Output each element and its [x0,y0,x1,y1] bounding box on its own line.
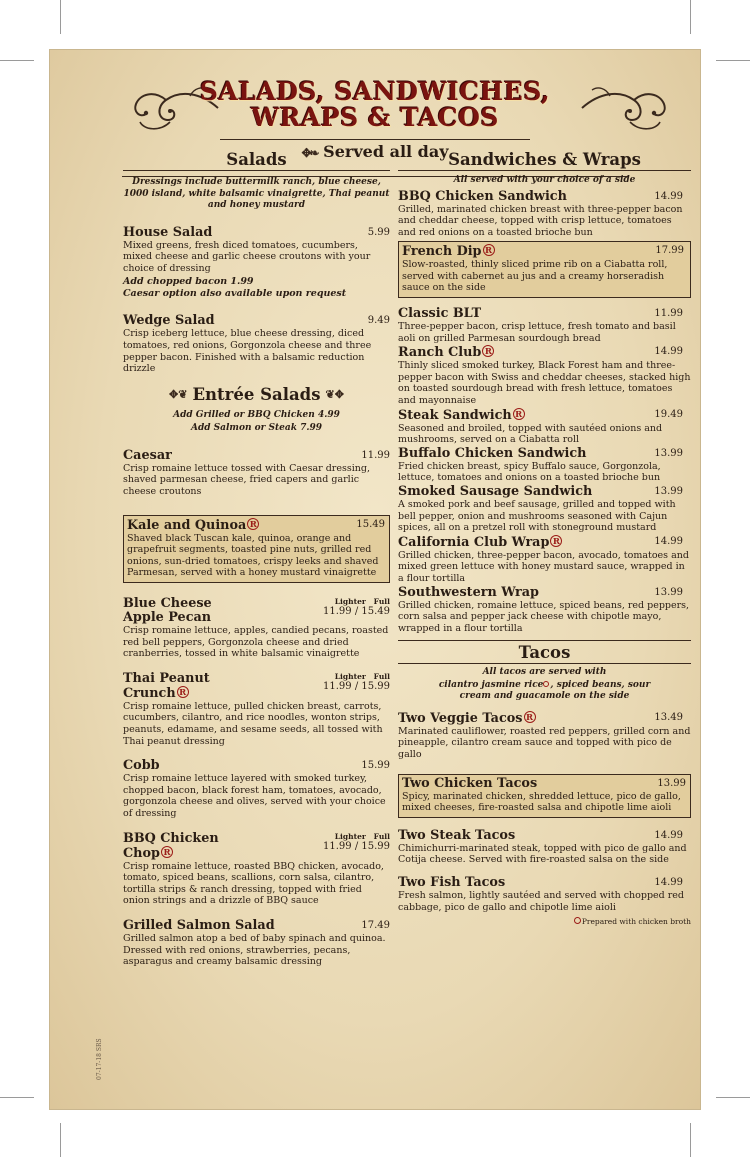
ornament-icon: ❦✥ [325,387,344,401]
item-addon: Add chopped bacon 1.99 [123,276,254,288]
lighter-full-header: Lighter Full [334,597,390,606]
entree-addon-1: Add Grilled or BBQ Chicken 4.99 [173,409,340,420]
item-price: 17.99 [655,245,684,257]
item-description: Grilled chicken, romaine lettuce, spiced beans, red peppers, corn salsa and pepper jack cheese with chipotle mayo, wrapped in a flour tortilla [398,599,690,634]
item-name: House Salad [123,224,213,240]
item-description: Grilled, marinated chicken breast with three-pepper bacon and cheddar cheese, topped with crisp lettuce, tomatoes and red onions on a toasted brioche bun [398,203,683,238]
item-description: A smoked pork and beef sausage, grilled and topped with bell pepper, onion and mushrooms seasoned with Cajun spices, all on a pretzel roll with stoneground mustard [398,499,676,534]
item-description: Grilled salmon atop a bed of baby spinach and quinoa. Dressed with red onions, strawberries, pecans, asparagus and creamy balsamic dressing [123,932,386,968]
item-price: 13.99 [654,486,683,497]
lighter-full-prices [323,672,390,693]
menu-item-thai-peanut-crunch [123,672,390,747]
lighter-full-prices [323,597,390,618]
crop-mark [690,0,691,34]
item-price: 14.99 [654,877,683,888]
recommended-badge-icon: R [550,535,562,547]
item-name: Kale and Quinoa R [127,518,386,533]
menu-item-two-veggie-tacos [398,711,691,761]
item-name: Two Steak Tacos [398,827,516,843]
item-addon: Caesar option also available upon request [123,287,347,299]
chicken-broth-icon [543,681,549,687]
recommended-badge-icon: R [177,686,189,698]
entree-salads-heading: ✥❦ Entrée Salads ❦✥ [169,384,344,404]
item-name: Wedge Salad [123,313,215,329]
item-description: Fried chicken breast, spicy Buffalo sauce, Gorgonzola, lettuce, tomatoes and onions on a toasted brioche bun [398,460,661,484]
menu-page [50,50,700,1109]
item-price: 11.99 / 15.99 [323,840,390,852]
item-name: Steak Sandwich R [398,408,691,423]
item-description: Crisp romaine lettuce tossed with Caesar dressing, shaved parmesan cheese, fried capers and garlic cheese croutons [123,462,370,498]
crop-mark [0,60,34,61]
menu-item-smoked-sausage-sandwich [398,485,691,534]
item-name: Blue Cheese [123,596,212,611]
item-price: 19.49 [654,408,683,420]
menu-item-two-chicken-tacos [398,774,691,818]
item-description: Three-pepper bacon, crisp lettuce, fresh tomato and basil aoli on grilled Parmesan sourdough bread [398,321,676,344]
item-name: Grilled Salmon Salad [123,917,275,933]
item-description: Fresh salmon, lightly sautéed and served with chopped red cabbage, pico de gallo and chipotle lime aioli [398,890,684,913]
item-description: Shaved black Tuscan kale, quinoa, orange and grapefruit segments, toasted pine nuts, grilled red onions, sun-dried tomatoes, crispy leeks and shaved Parmesan, served with a honey mustard vinaigrette [127,532,379,579]
item-name: Thai Peanut [123,670,210,686]
salads-heading: Salads [226,150,287,169]
item-price: 11.99 [361,449,390,461]
item-name: Two Veggie Tacos R [398,711,691,726]
item-description: Crisp romaine lettuce, pulled chicken breast, carrots, cucumbers, cilantro, and rice noodles, wonton strips, peanuts, edamame, and sesame seeds, all tossed with Thai peanut dressing [123,700,383,747]
ornament-icon: ✥❦ [169,387,188,401]
item-price: 15.49 [356,518,385,530]
item-description: Crisp romaine lettuce, roasted BBQ chicken, avocado, tomato, spiced beans, scallions, corn salsa, cilantro, tortilla strips & ranch dressing, topped with fried onion strings and a drizzle of BBQ sauce [123,860,384,907]
section-rule [398,663,691,664]
item-description: Grilled chicken, three-pepper bacon, avocado, tomatoes and mixed green lettuce with honey mustard sauce, wrapped in a flour tortilla [398,549,689,584]
item-description: Crisp romaine lettuce layered with smoked turkey, chopped bacon, black forest ham, tomatoes, avocado, gorgonzola cheese and olives, served with your choice of dressing [123,773,386,819]
ornament-icon: ✥❧ [301,146,318,160]
recommended-badge-icon: R [513,408,525,420]
item-name: French Dip R [402,244,687,259]
item-name: Ranch Club R [398,345,691,360]
menu-item-house-salad [123,226,390,300]
served-all-day: ✥❧ Served all day [301,142,449,161]
item-name: Chop R [123,846,390,861]
item-name: California Club Wrap R [398,535,691,550]
menu-title-line1: SALADS, SANDWICHES, [199,77,551,106]
menu-item-southwestern-wrap [398,586,691,635]
menu-item-ranch-club [398,345,691,406]
sandwiches-note: All served with your choice of a side [453,175,636,185]
item-name: Smoked Sausage Sandwich [398,484,593,499]
header-rule [220,139,530,140]
crop-mark [716,60,750,61]
item-name: Two Fish Tacos [398,875,506,890]
item-price: 15.99 [361,760,390,772]
item-description: Slow-roasted, thinly sliced prime rib on a Ciabatta roll, served with cabernet au jus and a creamy horseradish sauce on the side [402,259,668,294]
sandwiches-wraps-heading: Sandwiches & Wraps [448,150,641,169]
recommended-badge-icon: R [483,244,495,256]
item-name: BBQ Chicken [123,830,219,846]
menu-item-kale-quinoa [123,515,390,583]
item-name: Apple Pecan [123,610,212,625]
item-description: Mixed greens, fresh diced tomatoes, cucumbers, mixed cheese and garlic cheese croutons with your choice of dressing [123,239,371,274]
menu-item-blue-cheese-apple-pecan [123,597,390,660]
menu-item-steak-sandwich [398,408,691,446]
item-name: Crunch R [123,686,390,701]
item-description: Spicy, marinated chicken, shredded lettuce, pico de gallo, mixed cheeses, fire-roasted salsa and chipotle lime aioli [402,790,681,814]
crop-mark [690,1123,691,1157]
entree-addon-2: Add Salmon or Steak 7.99 [190,423,323,434]
menu-item-cobb [123,759,390,819]
lighter-full-header: Lighter Full [334,831,390,841]
lighter-full-header: Lighter Full [334,671,390,681]
crop-mark [60,0,61,34]
menu-item-bbq-chicken-chop [123,832,390,907]
dressing-note: Dressings include buttermilk ranch, blue cheese, 1000 island, white balsamic vinaigrette, Thai peanut and honey mustard [123,177,390,210]
menu-item-buffalo-chicken-sandwich [398,447,691,484]
tacos-note: All tacos are served with cilantro jasmine rice , spiced beans, sour cream and guacamole on the side [438,667,651,702]
right-column [398,150,691,926]
item-description: Chimichurri-marinated steak, topped with pico de gallo and Cotija cheese. Served with fire-roasted salsa on the side [398,842,687,866]
print-code: 07-17-18 SRS [96,1038,103,1080]
chicken-broth-icon [574,917,581,924]
item-description: Seasoned and broiled, topped with sautéed onions and mushrooms, served on a Ciabatta roll [398,422,663,446]
item-price: 11.99 / 15.49 [323,606,390,617]
recommended-badge-icon: R [161,846,173,858]
item-price: 11.99 / 15.99 [323,680,390,692]
item-price: 14.99 [654,535,683,547]
section-rule [398,170,691,171]
menu-item-bbq-chicken-sandwich [398,190,691,239]
item-name: Cobb [123,758,160,774]
menu-item-classic-blt [398,307,691,344]
crop-mark [0,1097,34,1098]
tacos-heading: Tacos [518,643,571,663]
item-price: 11.99 [654,308,683,320]
left-column [123,150,390,968]
item-price: 13.99 [654,586,683,598]
menu-item-caesar [123,449,390,498]
recommended-badge-icon: R [247,518,259,530]
item-description: Marinated cauliflower, roasted red peppers, grilled corn and pineapple, cilantro cream sauce and topped with pico de gallo [398,725,691,761]
footnote-chicken-broth: Prepared with chicken broth [398,917,691,926]
item-name: Classic BLT [398,306,482,322]
menu-title-line2: WRAPS & TACOS [251,103,499,132]
item-description: Crisp romaine lettuce, apples, candied pecans, roasted red bell peppers, Gorgonzola cheese and dried cranberries, tossed in white balsamic vinaigrette [123,625,389,660]
item-price: 13.99 [657,777,686,789]
crop-mark [716,1097,750,1098]
item-description: Thinly sliced smoked turkey, Black Forest ham and three-pepper bacon with Swiss and cheddar cheeses, stacked high on toasted sourdough bread with fresh lettuce, tomatoes and mayonnaise [398,360,691,407]
item-price: 9.49 [367,315,390,327]
menu-item-french-dip [398,241,691,298]
menu-item-wedge-salad [123,314,390,374]
item-name: Caesar [123,447,172,463]
item-description: Crisp iceberg lettuce, blue cheese dressing, diced tomatoes, red onions, Gorgonzola cheese and three pepper bacon. Finished with a balsamic reduction drizzle [123,328,372,375]
item-name: Two Chicken Tacos [402,775,538,791]
section-rule [398,640,691,641]
section-rule [123,170,390,171]
item-price: 13.49 [654,711,683,723]
item-price: 14.99 [654,829,683,841]
menu-item-two-fish-tacos [398,876,691,913]
item-price: 13.99 [654,447,683,459]
item-price: 5.99 [367,226,390,238]
menu-item-california-club-wrap [398,535,691,585]
item-name: Buffalo Chicken Sandwich [398,445,587,461]
item-price: 14.99 [654,190,683,202]
item-name: BBQ Chicken Sandwich [398,188,567,204]
item-price: 14.99 [654,346,683,358]
item-name: Southwestern Wrap [398,584,539,600]
crop-mark [60,1123,61,1157]
menu-item-two-steak-tacos [398,829,691,866]
menu-item-grilled-salmon-salad [123,919,390,968]
lighter-full-prices [323,832,390,853]
recommended-badge-icon: R [482,345,494,357]
item-price: 17.49 [361,919,390,931]
recommended-badge-icon: R [524,711,536,723]
